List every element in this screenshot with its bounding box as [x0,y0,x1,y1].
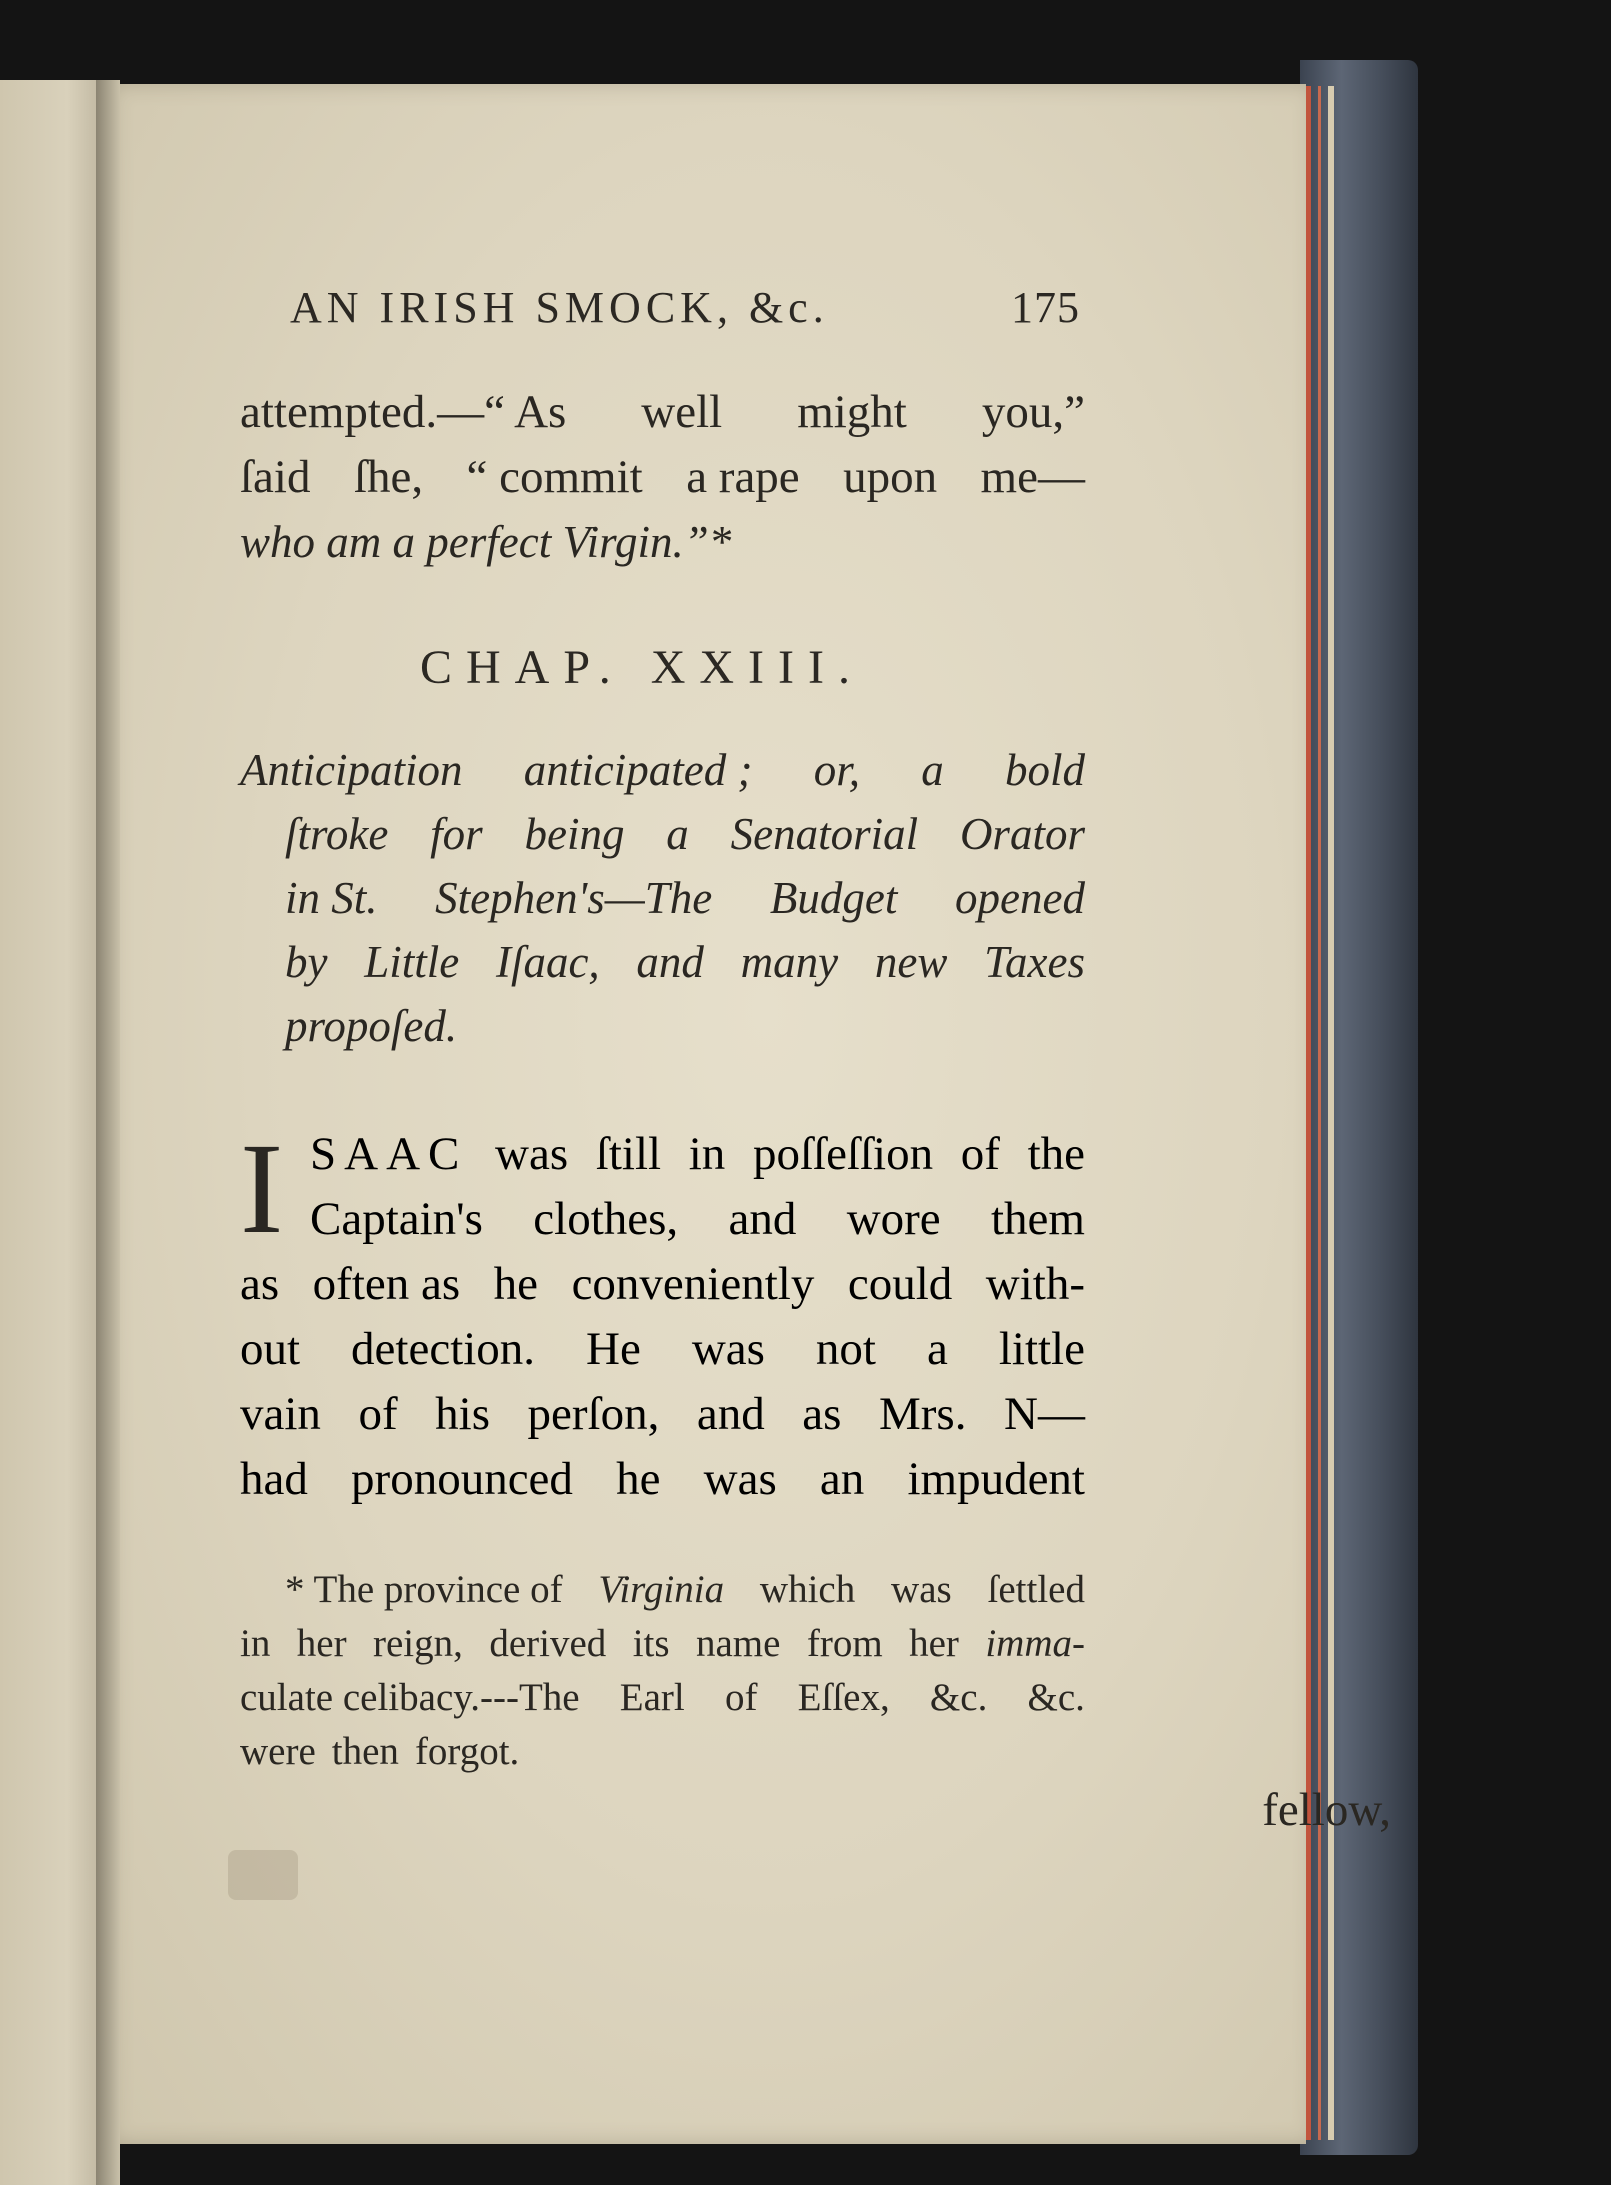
opening-text [240,380,1085,574]
summary-line: ſtroke for being a Senatorial Orator [285,809,1085,859]
text-line: ſaid ſhe, “ commit a rape upon me— [240,451,1085,503]
footnote-line: * The province of Virginia which was ſettled [285,1568,1085,1611]
drop-cap: I [240,1117,284,1261]
summary-line: propoſed. [285,1001,458,1051]
text-line: SAAC was ſtill in poſſeſſion of the [310,1128,1085,1180]
paragraph [240,1117,1085,1512]
footnote-line: in her reign, derived its name from her imma- [240,1622,1085,1665]
text-line: out detection. He was not a little [240,1323,1085,1375]
page-number: 175 [1011,283,1080,332]
summary-line: in St. Stephen's—The Budget opened [285,873,1085,923]
footnote-line: were then forgot. [240,1730,520,1773]
catchword: fellow, [1262,1784,1391,1836]
summary-line: by Little Iſaac, and many new Taxes [285,937,1085,987]
chapter-summary [240,738,1085,1058]
book-gutter [96,80,120,2185]
summary-line: Anticipation anticipated ; or, a bold [240,745,1085,795]
running-header [290,282,1080,333]
text-line: vain of his perſon, and as Mrs. N— [240,1388,1085,1440]
text-line: who am a perfect Virgin.”* [240,517,732,567]
text-line: had pronounced he was an impudent [240,1453,1085,1505]
chapter-heading: CHAP. XXIII. [420,641,864,694]
text-line: as often as he conveniently could with- [240,1258,1085,1310]
bleed-through-mark [228,1850,298,1900]
text-line: Captain's clothes, and wore them [310,1193,1085,1245]
footnote-line: culate celibacy.---The Earl of Eſſex, &c. &c. [240,1676,1085,1719]
text-line: attempted.—“ As well might you,” [240,386,1085,438]
footnote [240,1563,1085,1779]
running-title: AN IRISH SMOCK, &c. [290,283,829,332]
